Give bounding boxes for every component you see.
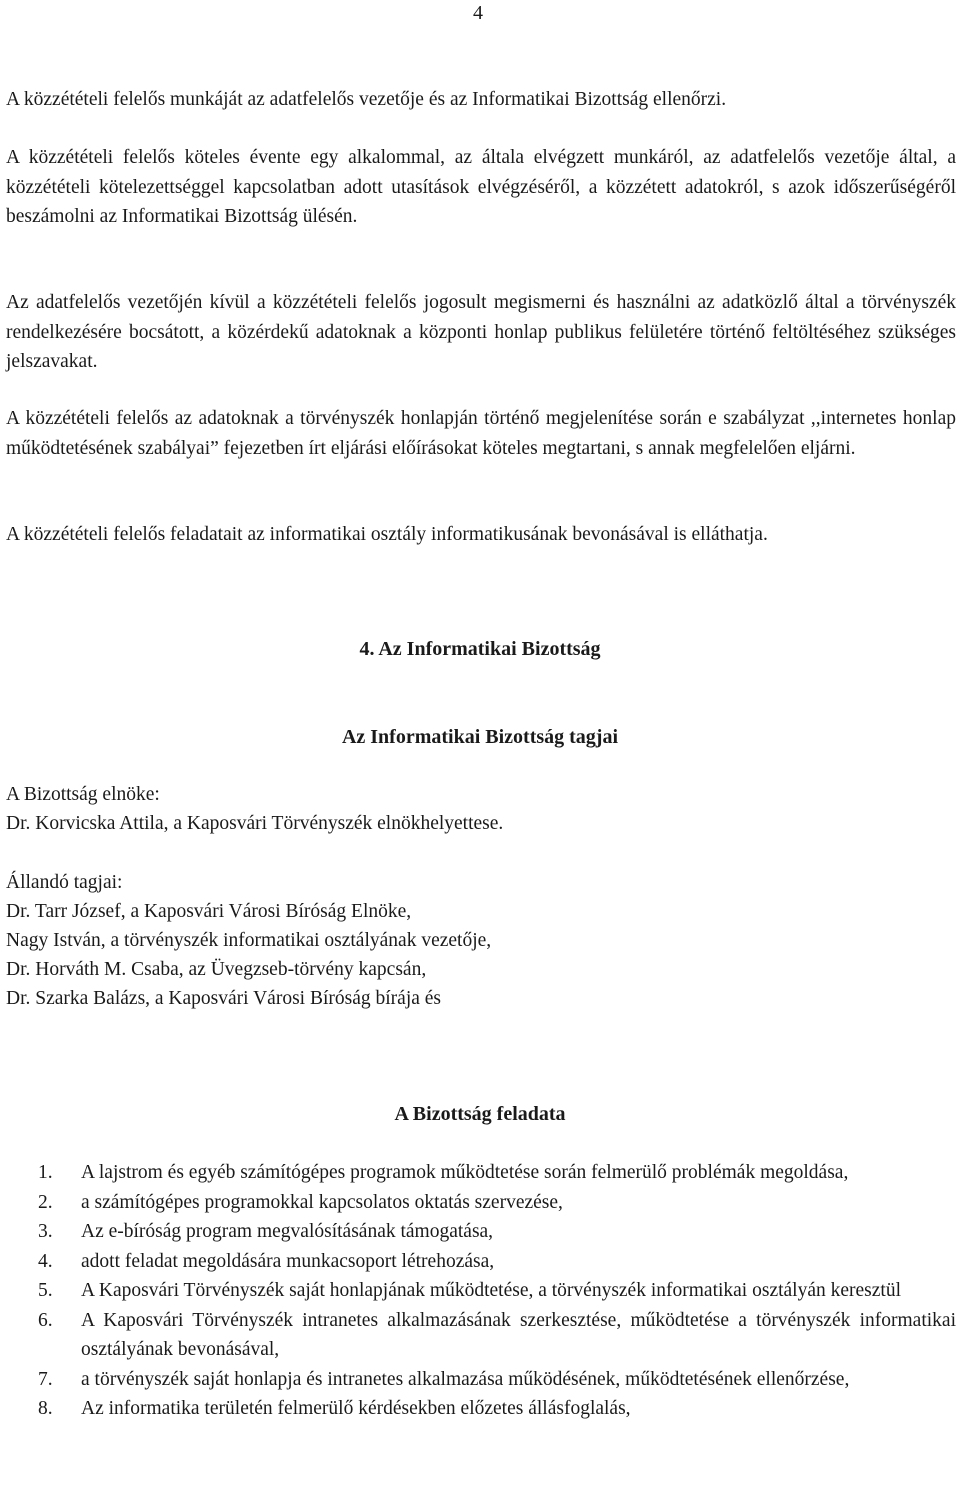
page-number: 4 [473, 2, 483, 24]
list-item-text: A lajstrom és egyéb számítógépes programok működtetése során felmerülő problémák megoldása, [81, 1162, 849, 1183]
list-item [0, 1188, 960, 1218]
chair-name: Dr. Korvicska Attila, a Kaposvári Törvényszék elnökhelyettese. [6, 813, 504, 834]
list-item-text: Az e-bíróság program megvalósításának támogatása, [81, 1221, 494, 1242]
list-item-number: 6. [38, 1309, 53, 1331]
paragraph-oversight: A közzétételi felelős munkáját az adatfelelős vezetője és az Informatikai Bizottság ellenőrzi. [6, 89, 727, 110]
list-item-number: 4. [38, 1250, 53, 1272]
section-heading: 4. Az Informatikai Bizottság [359, 638, 601, 660]
paragraph-passwords: Az adatfelelős vezetőjén kívül a közzétételi felelős jogosult megismerni és használni az adatközlő által a törvényszék rendelkezésére bocsátott, a közérdekű adatoknak a központi honlap publikus felületére történő feltöltéséhez szükséges jelszavakat. [6, 292, 956, 372]
member-line: Dr. Szarka Balázs, a Kaposvári Városi Bíróság bírája és [6, 988, 442, 1009]
list-item [0, 1158, 960, 1188]
list-item-number: 8. [38, 1398, 53, 1419]
paragraph-delegation: A közzétételi felelős feladatait az informatikai osztály informatikusának bevonásával is elláthatja. [6, 524, 768, 545]
paragraph-annual-report: A közzétételi felelős köteles évente egy alkalommal, az általa elvégzett munkáról, az adatfelelős vezetője által, a közzétételi kötelezettséggel kapcsolatban adott utasítások elvégzéséről, a közzétett adatokról, s azok időszerűségéről beszámolni az Informatikai Bizottság ülésén. [6, 147, 956, 227]
members-heading: Az Informatikai Bizottság tagjai [341, 726, 619, 748]
list-item-text: Az informatika területén felmerülő kérdésekben előzetes állásfoglalás, [81, 1398, 631, 1419]
list-item-number: 1. [38, 1162, 53, 1183]
tasks-heading: A Bizottság feladata [394, 1103, 566, 1125]
paragraph-publication-rules: A közzétételi felelős az adatoknak a törvényszék honlapján történő megjelenítése során e szabályzat ,,internetes honlap működtetésének szabályai” fejezetben írt eljárási előírásokat köteles megtartani, s annak megfelelően eljárni. [6, 408, 956, 459]
chair-label: A Bizottság elnöke: [6, 784, 160, 805]
member-line: Dr. Horváth M. Csaba, az Üvegzseb-törvény kapcsán, [6, 959, 427, 980]
member-line: Dr. Tarr József, a Kaposvári Városi Bíróság Elnöke, [6, 901, 412, 922]
list-item-number: 7. [38, 1368, 53, 1390]
list-item [0, 1217, 960, 1247]
list-item-text: a számítógépes programokkal kapcsolatos oktatás szervezése, [81, 1191, 563, 1213]
list-item [0, 1365, 960, 1395]
list-item [0, 1306, 960, 1365]
list-item-text: adott feladat megoldására munkacsoport létrehozása, [81, 1250, 495, 1272]
tasks-list [0, 1158, 960, 1424]
list-item [0, 1276, 960, 1306]
list-item-text: a törvényszék saját honlapja és intranetes alkalmazása működésének, működtetésének ellenőrzése, [81, 1368, 850, 1390]
list-item-text: A Kaposvári Törvényszék intranetes alkalmazásának szerkesztése, működtetése a törvényszék informatikai osztályának bevonásával, [81, 1309, 956, 1360]
list-item-text: A Kaposvári Törvényszék saját honlapjának működtetése, a törvényszék informatikai osztályán keresztül [81, 1280, 901, 1301]
list-item-number: 2. [38, 1191, 53, 1213]
list-item [0, 1394, 960, 1424]
permanent-members-label: Állandó tagjai: [6, 872, 123, 893]
list-item [0, 1247, 960, 1277]
member-line: Nagy István, a törvényszék informatikai osztályának vezetője, [6, 930, 492, 951]
list-item-number: 3. [38, 1221, 53, 1242]
list-item-number: 5. [38, 1280, 53, 1301]
